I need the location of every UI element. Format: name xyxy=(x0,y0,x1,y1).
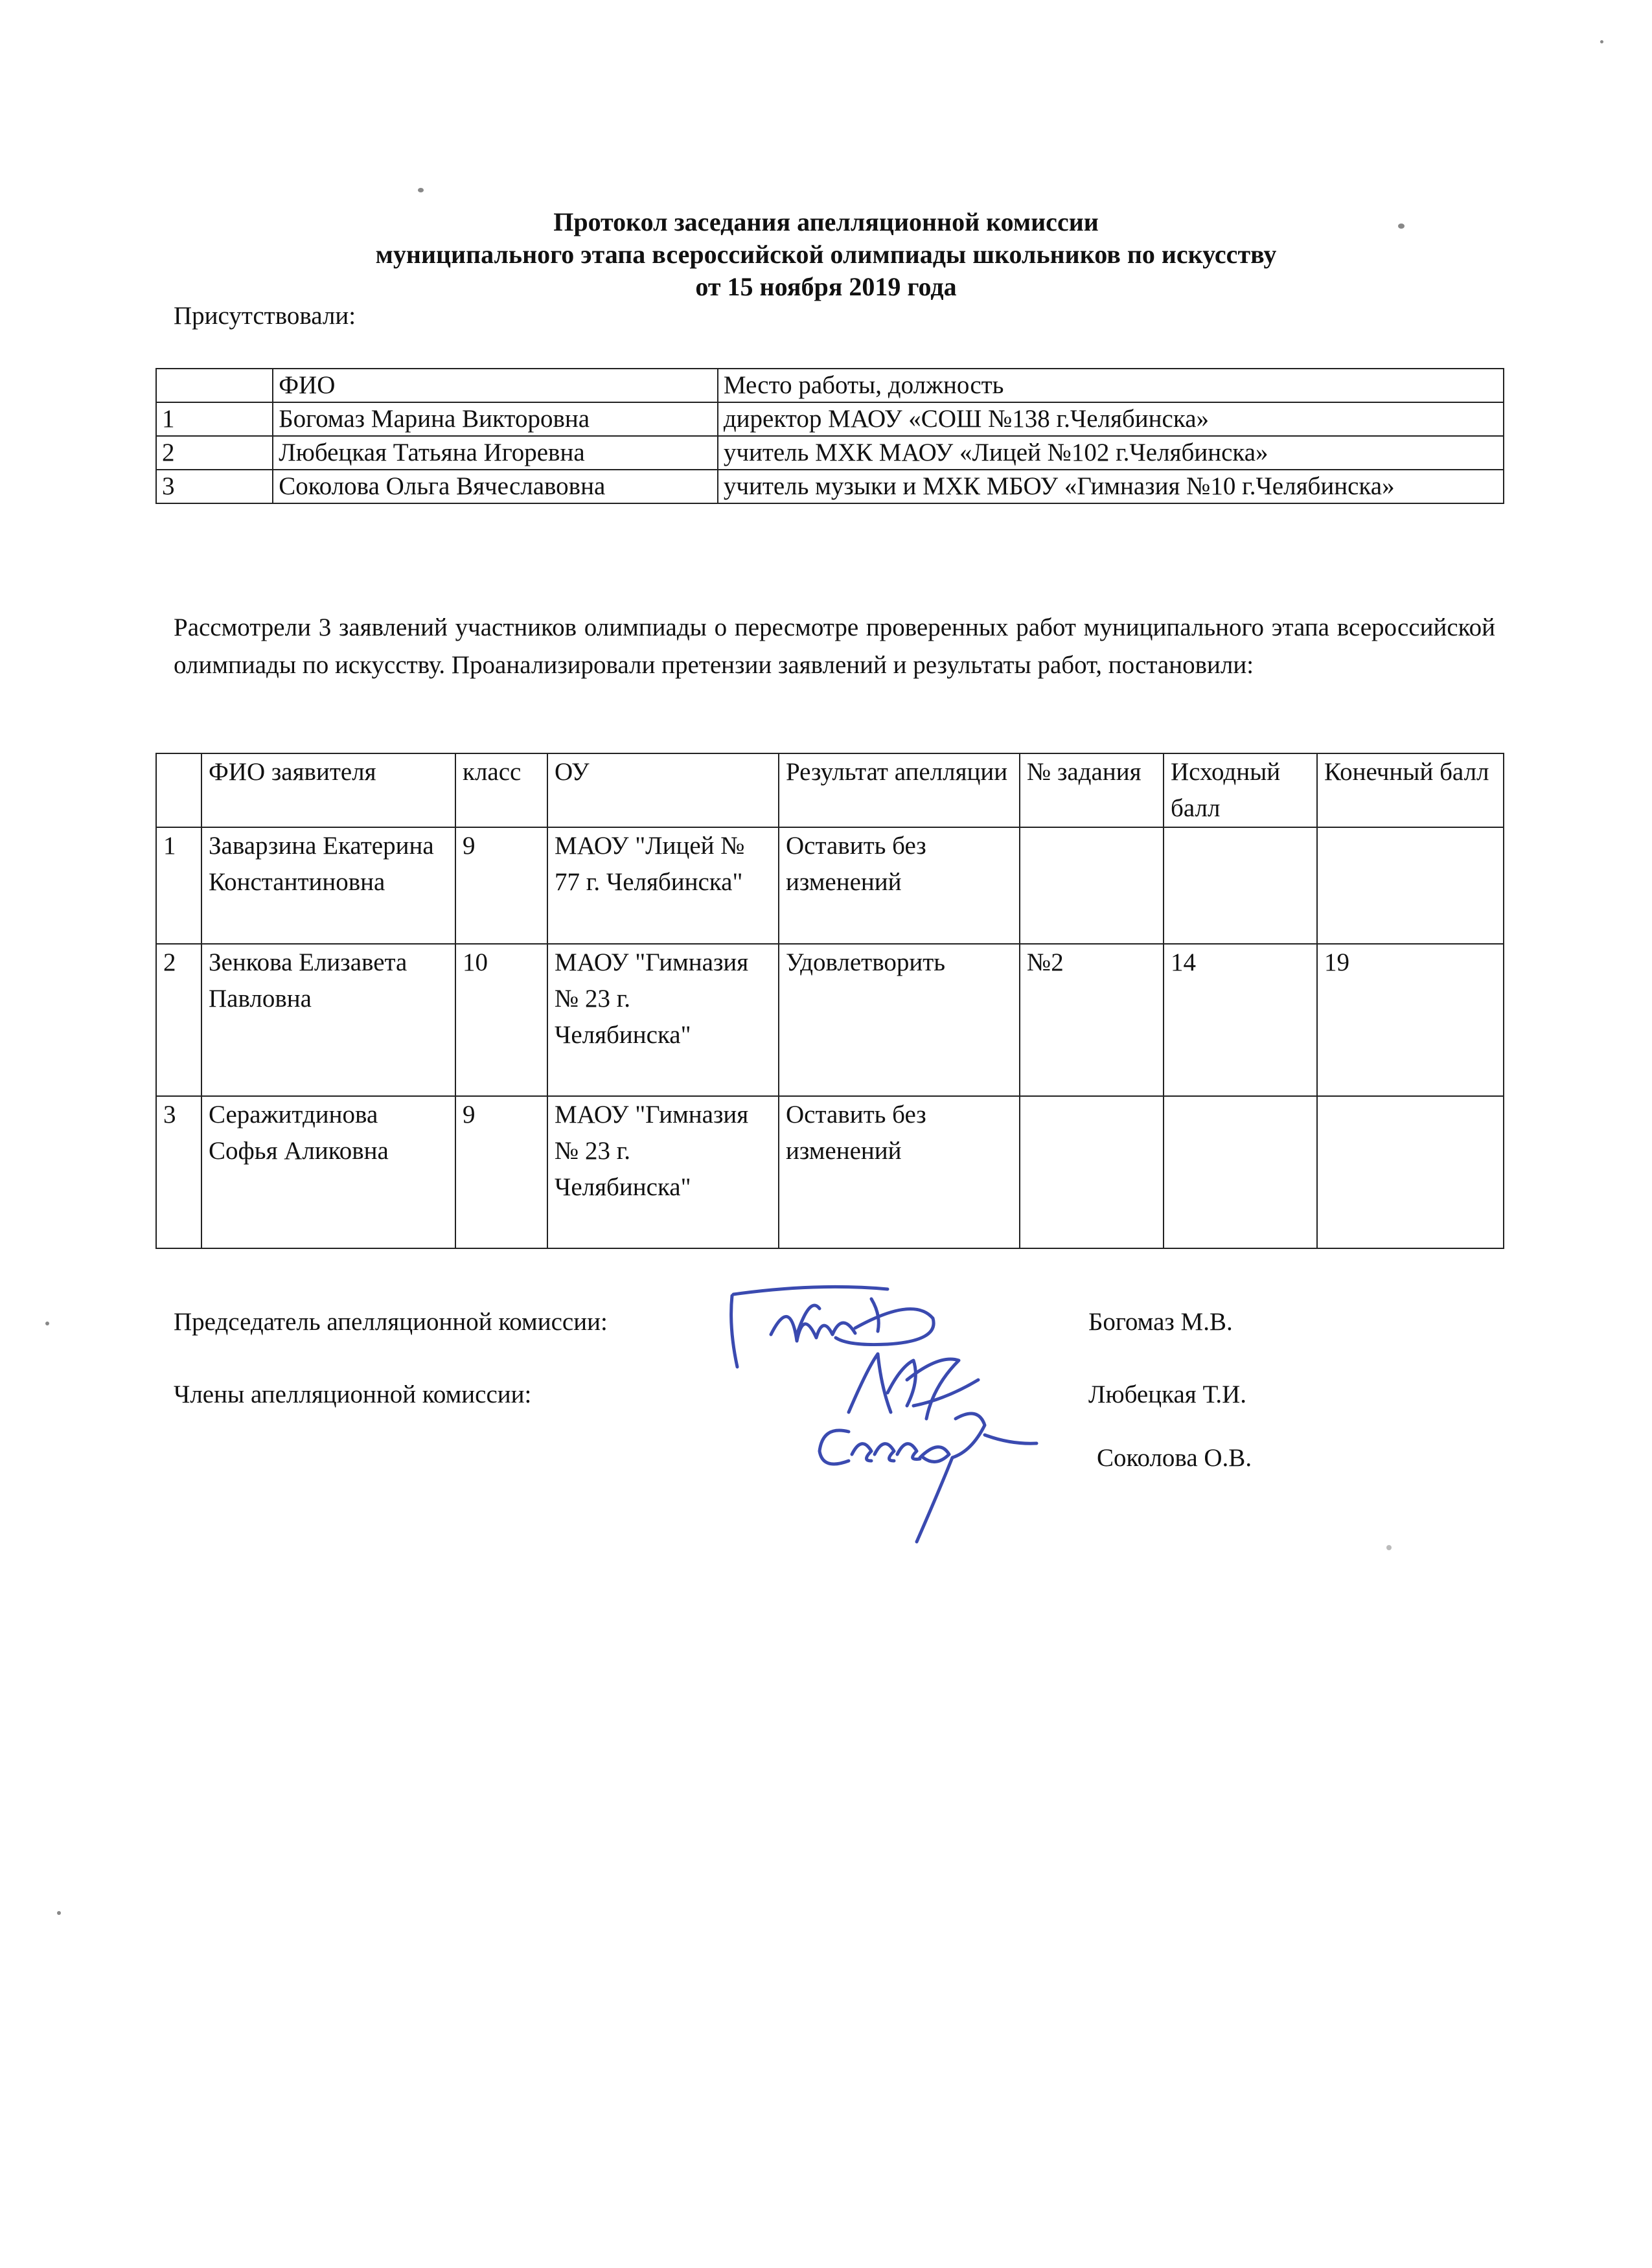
member1-name: Любецкая Т.И. xyxy=(1088,1380,1247,1408)
scan-speck xyxy=(418,188,424,192)
table-cell: Зенкова Елизавета Павловна xyxy=(201,944,455,1096)
table-cell: 1 xyxy=(156,402,273,436)
table-header-cell: Исходный балл xyxy=(1164,753,1317,827)
table-cell: МАОУ "Гимназия № 23 г. Челябинска" xyxy=(547,944,779,1096)
table-cell xyxy=(1317,827,1504,944)
table-cell: Серажитдинова Софья Аликовна xyxy=(201,1096,455,1248)
protocol-title-date: от 15 ноября 2019 года xyxy=(695,272,957,301)
table-header-cell: класс xyxy=(455,753,547,827)
table-header-cell: Результат апелляции xyxy=(779,753,1020,827)
scan-speck xyxy=(1386,1545,1392,1550)
protocol-title-line1: Протокол заседания апелляционной комиссии xyxy=(553,207,1099,236)
table-cell: Удовлетворить xyxy=(779,944,1020,1096)
table-cell: 9 xyxy=(455,827,547,944)
table-cell: №2 xyxy=(1020,944,1164,1096)
table-cell xyxy=(1020,1096,1164,1248)
members-table xyxy=(155,368,1504,504)
table-cell: Оставить без изменений xyxy=(779,827,1020,944)
table-cell: директор МАОУ «СОШ №138 г.Челябинска» xyxy=(718,402,1504,436)
member2-name: Соколова О.В. xyxy=(1097,1444,1252,1472)
table-cell: МАОУ "Гимназия № 23 г. Челябинска" xyxy=(547,1096,779,1248)
table-row xyxy=(156,944,1504,1096)
table-cell: 1 xyxy=(156,827,201,944)
table-header-cell xyxy=(156,369,273,402)
table-header-cell: Место работы, должность xyxy=(718,369,1504,402)
table-cell: 19 xyxy=(1317,944,1504,1096)
table-header-cell: ФИО xyxy=(273,369,718,402)
table-cell: 10 xyxy=(455,944,547,1096)
protocol-title-line2: муниципального этапа всероссийской олимпиады школьников по искусству xyxy=(375,240,1277,269)
table-cell xyxy=(1317,1096,1504,1248)
table-row xyxy=(156,402,1504,436)
present-label: Присутствовали: xyxy=(174,302,356,330)
resolution-paragraph: Рассмотрели 3 заявлений участников олимпиады о пересмотре проверенных работ муниципального этапа всероссийской олимпиады по искусству. Проанализировали претензии заявлений и результаты работ, постановили: xyxy=(174,613,1495,679)
table-row xyxy=(156,1096,1504,1248)
table-cell: 3 xyxy=(156,470,273,503)
table-cell: Заварзина Екатерина Константиновна xyxy=(201,827,455,944)
table-cell: Богомаз Марина Викторовна xyxy=(273,402,718,436)
table-cell: МАОУ "Лицей № 77 г. Челябинска" xyxy=(547,827,779,944)
chair-name: Богомаз М.В. xyxy=(1088,1308,1233,1336)
table-cell xyxy=(1164,827,1317,944)
table-cell: Оставить без изменений xyxy=(779,1096,1020,1248)
scan-speck xyxy=(1600,40,1603,43)
table-cell: Соколова Ольга Вячеславовна xyxy=(273,470,718,503)
table-cell: 9 xyxy=(455,1096,547,1248)
chair-label: Председатель апелляционной комиссии: xyxy=(174,1308,608,1336)
table-header-cell xyxy=(156,753,201,827)
table-header-cell: ФИО заявителя xyxy=(201,753,455,827)
table-header-cell: Конечный балл xyxy=(1317,753,1504,827)
table-cell: 3 xyxy=(156,1096,201,1248)
table-cell: Любецкая Татьяна Игоревна xyxy=(273,436,718,470)
scan-speck xyxy=(1398,223,1405,229)
table-header-row xyxy=(156,369,1504,402)
member2-signature-image xyxy=(810,1399,1050,1548)
scan-speck xyxy=(57,1911,61,1915)
table-header-row xyxy=(156,753,1504,827)
table-header-cell: ОУ xyxy=(547,753,779,827)
table-cell: учитель музыки и МХК МБОУ «Гимназия №10 г.Челябинска» xyxy=(718,470,1504,503)
table-cell xyxy=(1020,827,1164,944)
table-cell: 2 xyxy=(156,944,201,1096)
table-cell xyxy=(1164,1096,1317,1248)
table-row xyxy=(156,470,1504,503)
members-label: Члены апелляционной комиссии: xyxy=(174,1380,532,1408)
scan-speck xyxy=(45,1322,49,1325)
table-cell: 14 xyxy=(1164,944,1317,1096)
table-cell: учитель МХК МАОУ «Лицей №102 г.Челябинска» xyxy=(718,436,1504,470)
table-row xyxy=(156,436,1504,470)
table-cell: 2 xyxy=(156,436,273,470)
appeals-table xyxy=(155,753,1504,1249)
table-row xyxy=(156,827,1504,944)
table-header-cell: № задания xyxy=(1020,753,1164,827)
